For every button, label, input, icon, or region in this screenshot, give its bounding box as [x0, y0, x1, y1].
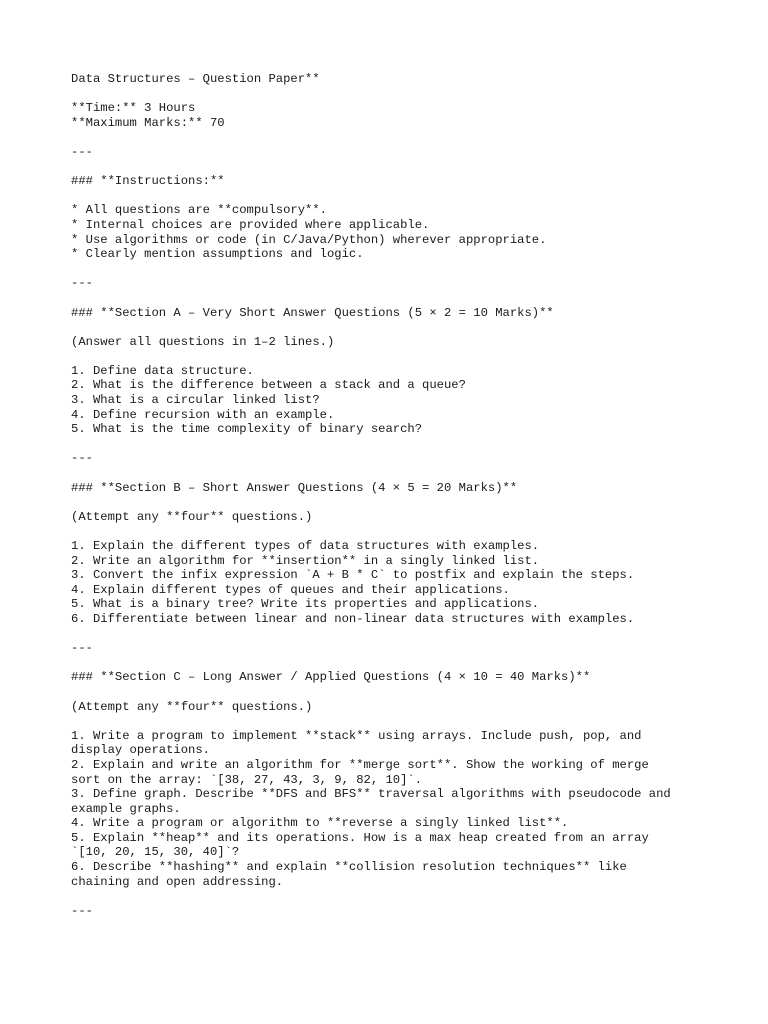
separator: ---: [71, 144, 93, 159]
separator: ---: [71, 903, 93, 918]
question-line: display operations.: [71, 743, 210, 758]
section-c-questions: [71, 729, 711, 890]
question-item: 3. What is a circular linked list?: [71, 393, 320, 408]
instruction-item: * Clearly mention assumptions and logic.: [71, 247, 364, 262]
question-item: 2. What is the difference between a stack and a queue?: [71, 378, 466, 393]
blank-line: [71, 130, 711, 145]
blank-line: [71, 320, 711, 335]
question-item: 4. Define recursion with an example.: [71, 407, 335, 422]
question-line: sort on the array: `[38, 27, 43, 3, 9, 82, 10]`.: [71, 772, 423, 787]
section-c-note: (Attempt any **four** questions.): [71, 699, 313, 714]
question-item: 2. Write an algorithm for **insertion** in a singly linked list.: [71, 553, 540, 568]
max-marks-line: **Maximum Marks:** 70: [71, 115, 225, 130]
question-item: 3. Convert the infix expression `A + B * C` to postfix and explain the steps.: [71, 568, 635, 583]
instruction-item: * Use algorithms or code (in C/Java/Python) wherever appropriate.: [71, 232, 547, 247]
section-a-note: (Answer all questions in 1–2 lines.): [71, 334, 335, 349]
blank-line: [71, 349, 711, 364]
instruction-item: * Internal choices are provided where applicable.: [71, 217, 430, 232]
blank-line: [71, 627, 711, 642]
question-paper: [71, 72, 711, 918]
blank-line: [71, 437, 711, 452]
section-a-questions: [71, 364, 711, 437]
blank-line: [71, 714, 711, 729]
separator: ---: [71, 276, 93, 291]
instructions-list: [71, 203, 711, 261]
blank-line: [71, 160, 711, 175]
page-title: Data Structures – Question Paper**: [71, 72, 320, 86]
question-line: chaining and open addressing.: [71, 874, 284, 889]
blank-line: [71, 466, 711, 481]
section-b-note: (Attempt any **four** questions.): [71, 509, 313, 524]
blank-line: [71, 291, 711, 306]
question-line: `[10, 20, 15, 30, 40]`?: [71, 845, 240, 860]
section-a-heading: ### **Section A – Very Short Answer Questions (5 × 2 = 10 Marks)**: [71, 305, 554, 320]
question-line: 1. Write a program to implement **stack** using arrays. Include push, pop, and: [71, 728, 642, 743]
question-item: 5. What is a binary tree? Write its properties and applications.: [71, 597, 540, 612]
blank-line: [71, 656, 711, 671]
question-item: 6. Differentiate between linear and non-linear data structures with examples.: [71, 611, 635, 626]
blank-line: [71, 685, 711, 700]
question-item: 4. Explain different types of queues and their applications.: [71, 582, 510, 597]
section-c-heading: ### **Section C – Long Answer / Applied Questions (4 × 10 = 40 Marks)**: [71, 670, 591, 685]
question-item: 5. What is the time complexity of binary search?: [71, 422, 423, 437]
blank-line: [71, 524, 711, 539]
question-line: 5. Explain **heap** and its operations. How is a max heap created from an array: [71, 830, 649, 845]
blank-line: [71, 262, 711, 277]
time-line: **Time:** 3 Hours: [71, 101, 196, 116]
question-line: 3. Define graph. Describe **DFS and BFS** traversal algorithms with pseudocode and: [71, 787, 671, 802]
instructions-heading: ### **Instructions:**: [71, 174, 225, 189]
section-b-heading: ### **Section B – Short Answer Questions (4 × 5 = 20 Marks)**: [71, 480, 518, 495]
instruction-item: * All questions are **compulsory**.: [71, 203, 327, 218]
blank-line: [71, 889, 711, 904]
question-line: 4. Write a program or algorithm to **reverse a singly linked list**.: [71, 816, 569, 831]
question-line: 2. Explain and write an algorithm for **merge sort**. Show the working of merge: [71, 757, 649, 772]
blank-line: [71, 189, 711, 204]
question-item: 1. Define data structure.: [71, 363, 254, 378]
separator: ---: [71, 451, 93, 466]
section-b-questions: [71, 539, 711, 627]
question-line: 6. Describe **hashing** and explain **collision resolution techniques** like: [71, 860, 627, 875]
blank-line: [71, 495, 711, 510]
separator: ---: [71, 641, 93, 656]
question-item: 1. Explain the different types of data structures with examples.: [71, 539, 540, 553]
question-line: example graphs.: [71, 801, 181, 816]
blank-line: [71, 87, 711, 102]
